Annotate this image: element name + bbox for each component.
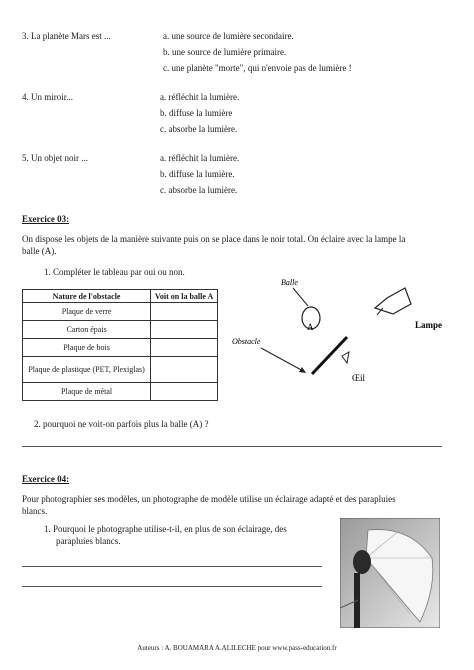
table-cell-obstacle: Plaque de plastique (PET, Plexiglas) — [23, 357, 151, 383]
obstacle-plate — [312, 337, 347, 374]
setup-diagram — [225, 270, 455, 400]
page-footer: Auteurs : A. BOUAMARA A.ALILECHE pour www.pass-education.fr — [137, 644, 337, 652]
exercice-4-intro-line-1: Pour photographier ses modèles, un photographe de modèle utilise un éclairage adapté et des parapluies — [22, 494, 396, 504]
exercice-4-question-1-line-2: parapluies blancs. — [56, 536, 121, 546]
obstacle-arrowhead — [299, 367, 306, 373]
exercice-4-intro-line-2: blancs. — [22, 506, 48, 516]
table-cell-obstacle: Carton épais — [23, 321, 151, 339]
table-row — [23, 321, 218, 339]
answer-line[interactable] — [22, 566, 322, 567]
column-header-obstacle: Nature de l'obstacle — [23, 290, 151, 303]
lamp-label: Lampe — [415, 320, 442, 330]
exercice-3-question-2: 2. pourquoi ne voit-on parfois plus la balle (A) ? — [34, 419, 209, 429]
question-5-option-a: a. réfléchit la lumière. — [160, 153, 240, 163]
obstacle-table — [22, 289, 218, 401]
exercice-3-title: Exercice 03: — [22, 214, 70, 224]
question-4-option-b: b. diffuse la lumière — [160, 108, 233, 118]
table-cell-obstacle: Plaque de métal — [23, 383, 151, 401]
table-row — [23, 383, 218, 401]
eye-icon — [342, 352, 349, 363]
question-3-option-b: b. une source de lumière primaire. — [163, 47, 287, 57]
exercice-3-intro-line-2: balle (A). — [22, 246, 57, 256]
exercice-4-title: Exercice 04: — [22, 474, 70, 484]
obstacle-label: Obstacle — [232, 337, 261, 346]
table-cell-answer[interactable] — [151, 321, 218, 339]
table-cell-answer[interactable] — [151, 303, 218, 321]
question-5-prompt: 5. Un objet noir ... — [22, 153, 88, 163]
question-4-option-a: a. réfléchit la lumière. — [160, 92, 240, 102]
question-3-prompt: 3. La planète Mars est ... — [22, 31, 111, 41]
table-row — [23, 303, 218, 321]
column-header-voit-balle: Voit on la balle A — [151, 290, 218, 303]
umbrella-photo — [340, 518, 440, 628]
question-5-option-c: c. absorbe la lumière. — [160, 185, 238, 195]
question-3-option-a: a. une source de lumière secondaire. — [163, 31, 294, 41]
answer-line[interactable] — [22, 446, 442, 447]
table-cell-answer[interactable] — [151, 383, 218, 401]
ball-letter: A — [307, 322, 314, 332]
question-4-option-c: c. absorbe la lumière. — [160, 124, 238, 134]
lamp-icon — [375, 288, 411, 314]
exercice-3-question-1: 1. Compléter le tableau par oui ou non. — [44, 267, 185, 277]
table-header-row — [23, 290, 218, 303]
table-cell-answer[interactable] — [151, 339, 218, 357]
balle-label: Balle — [281, 278, 298, 287]
table-cell-obstacle: Plaque de verre — [23, 303, 151, 321]
exercice-4-question-1-line-1: 1. Pourquoi le photographe utilise-t-il, en plus de son éclairage, des — [44, 524, 287, 534]
balle-arrow — [293, 288, 308, 306]
table-cell-answer[interactable] — [151, 357, 218, 383]
question-4-prompt: 4. Un miroir... — [22, 92, 73, 102]
question-5-option-b: b. diffuse la lumière. — [160, 169, 235, 179]
question-3-option-c: c. une planète "morte", qui n'envoie pas de lumière ! — [163, 63, 352, 73]
eye-label: Œil — [352, 373, 366, 383]
answer-line[interactable] — [22, 586, 322, 587]
table-cell-obstacle: Plaque de bois — [23, 339, 151, 357]
table-row — [23, 357, 218, 383]
exercice-3-intro-line-1: On dispose les objets de la manière suivante puis on se place dans le noir total. On éclaire avec la lampe la — [22, 234, 406, 244]
table-row — [23, 339, 218, 357]
obstacle-arrow — [261, 348, 305, 372]
